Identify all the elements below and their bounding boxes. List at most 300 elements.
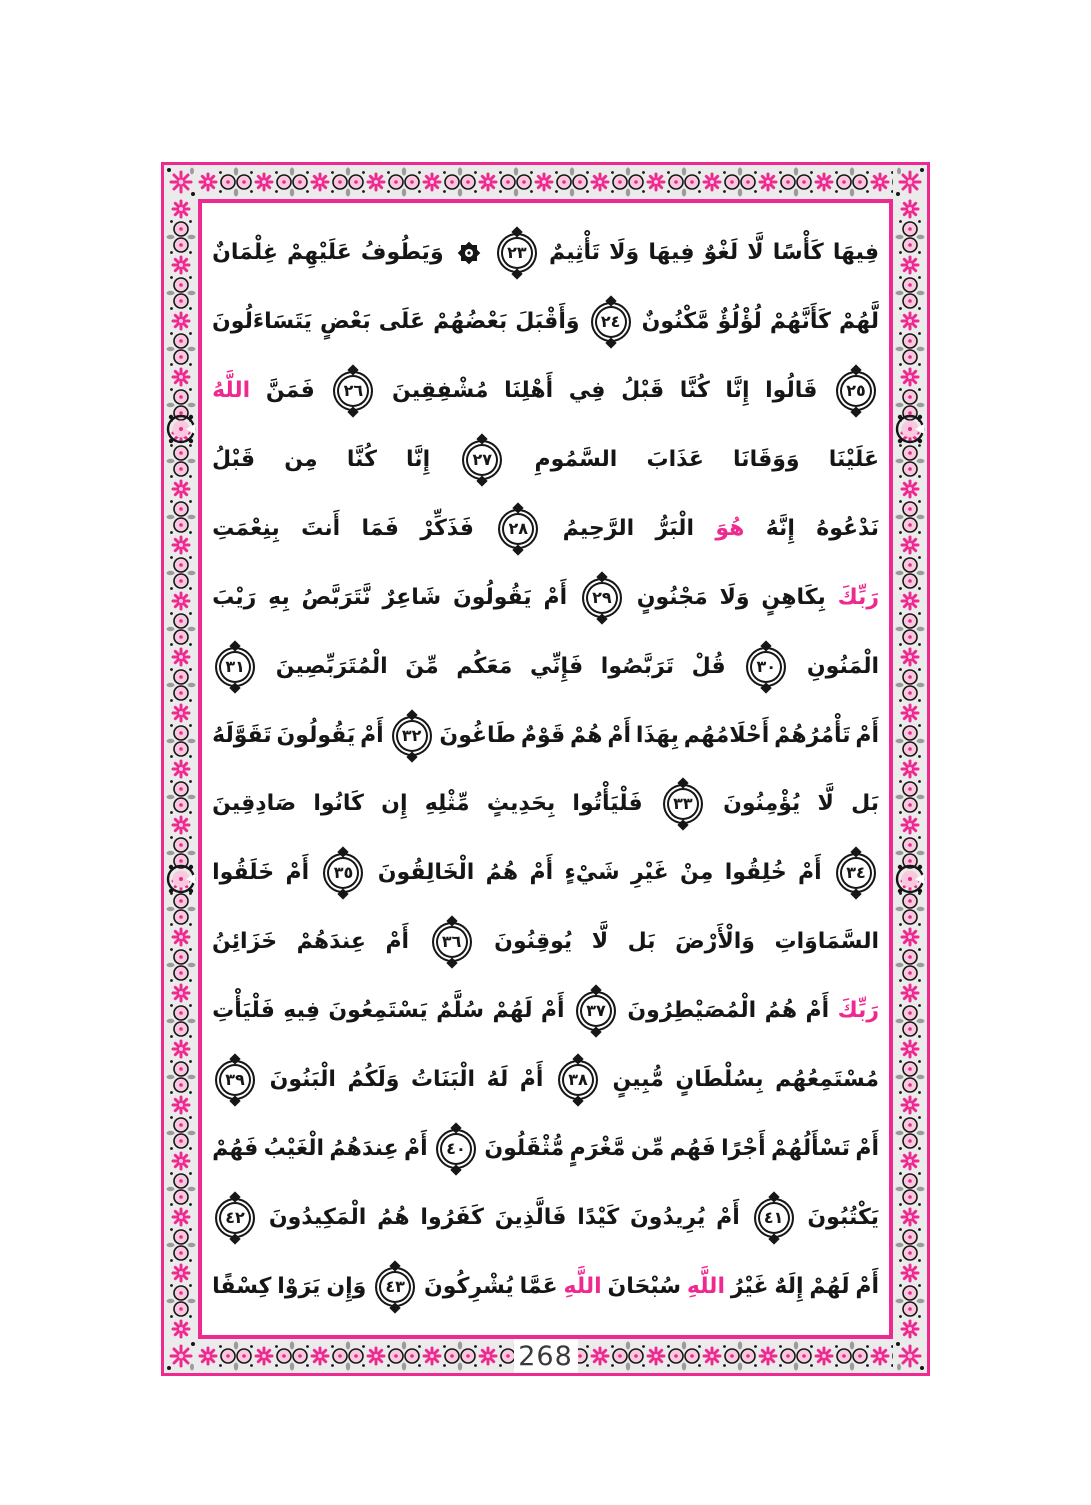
scroll-circle-arrow-marker-icon <box>166 859 196 899</box>
pink-flower-rosette-icon <box>902 481 918 497</box>
border-motif <box>646 167 702 197</box>
verse-number: ٣٢ <box>401 725 422 745</box>
pink-flower-rosette-icon <box>173 649 189 665</box>
pink-flower-rosette-icon <box>902 369 918 385</box>
border-motif <box>310 1341 366 1371</box>
quran-word: فَذَكِّرْ <box>420 515 474 541</box>
floral-scroll-corner-icon <box>893 165 927 199</box>
quran-word: أَمْ <box>385 929 410 955</box>
verse-number-medallion <box>591 302 631 342</box>
quran-word: نَدْعُوهُ <box>816 515 879 541</box>
ornament-border-top <box>198 165 893 199</box>
ornament-border-right <box>893 199 927 1339</box>
quran-word: تَأْمُرُهُمْ <box>774 722 851 748</box>
scroll-circle-arrow-marker-icon <box>166 409 196 449</box>
pink-flower-rosette-icon <box>872 1348 888 1364</box>
quran-word: فَإِنِّي <box>530 653 584 679</box>
quran-word: كِسْفًا <box>212 1273 272 1299</box>
pink-flower-rosette-icon <box>173 537 189 553</box>
quran-word: عِندَهُمْ <box>296 929 366 955</box>
quran-word: مُّثْقَلُونَ <box>484 1135 565 1161</box>
pink-flower-rosette-icon <box>256 174 272 190</box>
quran-word: كَأْسًا <box>772 240 824 266</box>
quran-word: إِنَّا <box>725 378 750 404</box>
margin-marker-left <box>164 409 198 449</box>
quran-word: وَلَا <box>719 584 750 610</box>
quran-word: عَلَى <box>378 309 426 335</box>
quran-word: عَمَّا <box>519 1273 558 1299</box>
quran-word: إِن <box>381 791 408 817</box>
quran-word: مِّنَ <box>405 653 439 679</box>
quran-word: أَمْ <box>805 998 830 1024</box>
verse-number: ٢٦ <box>343 381 364 401</box>
border-motif <box>198 167 254 197</box>
quran-word: أَجْرًا <box>721 1135 766 1161</box>
quran-word: مِّثْلِهِ <box>424 791 470 817</box>
quran-word: عَذَابَ <box>646 447 704 473</box>
quran-word: فَلْيَأْتُوا <box>572 791 643 817</box>
pink-flower-rosette-icon <box>760 174 776 190</box>
quran-word: بِكَاهِنٍ <box>761 584 826 610</box>
quran-word: وَالْأَرْضَ <box>675 929 755 955</box>
border-motif <box>895 1095 925 1151</box>
quran-word: أَمْ <box>540 998 565 1024</box>
border-motif <box>422 1341 478 1371</box>
border-motif <box>166 759 196 815</box>
quran-word: أَمْ <box>855 1135 879 1161</box>
border-motif <box>895 703 925 759</box>
scroll-circle-arrow-marker-icon <box>895 409 925 449</box>
border-motif <box>702 1341 758 1371</box>
border-motif <box>814 167 870 197</box>
verse-number: ٣٥ <box>333 863 354 883</box>
border-motif <box>895 759 925 815</box>
quran-word: يُؤْمِنُونَ <box>723 791 801 817</box>
verse-number-medallion <box>323 853 363 893</box>
pink-flower-rosette-icon <box>173 929 189 945</box>
quran-word: فَالَّذِينَ <box>494 1204 567 1230</box>
pink-flower-rosette-icon <box>368 1348 384 1364</box>
quran-word: عِندَهُمُ <box>329 1135 399 1161</box>
quran-text-area <box>198 199 893 1339</box>
quran-word: الْخَالِقُونَ <box>377 860 475 886</box>
margin-marker-right <box>893 859 927 899</box>
quran-word: لَّهُمْ <box>838 309 879 335</box>
quran-word: كَانُوا <box>313 791 364 817</box>
border-motif <box>895 535 925 591</box>
quran-word: مُّبِينٍ <box>612 1066 664 1092</box>
quran-word: لَغْوٌ <box>703 240 739 266</box>
quran-word: يَكْتُبُونَ <box>807 1204 879 1230</box>
pink-flower-rosette-icon <box>536 174 552 190</box>
quran-word: عَلَيْنَا <box>828 447 879 473</box>
verse-number-medallion <box>663 784 703 824</box>
quran-word: كَفَرُوا <box>420 1204 484 1230</box>
quran-word: الْمُتَرَبِّصِينَ <box>275 653 388 679</box>
verse-number-medallion <box>754 1198 794 1238</box>
border-motif <box>166 535 196 591</box>
quran-word: يَسْتَمِعُونَ <box>328 998 428 1024</box>
pink-flower-rosette-icon <box>902 313 918 329</box>
quran-word: وَيَطُوفُ <box>360 240 444 266</box>
quran-word: الْبَنُونَ <box>269 1066 336 1092</box>
pink-flower-rosette-icon <box>173 257 189 273</box>
hizb-marker-icon <box>457 241 481 265</box>
quran-word: السَّمُومِ <box>534 447 618 473</box>
quran-word: لَهُ <box>486 1066 509 1092</box>
quran-word: أَمْ <box>855 1273 879 1299</box>
quran-word: فَهُمْ <box>212 1135 259 1161</box>
border-motif <box>646 1341 702 1371</box>
pink-flower-rosette-icon <box>902 201 918 217</box>
border-motif <box>895 1039 925 1095</box>
quran-word: كَأَنَّهُمْ <box>769 309 831 335</box>
quran-word: بَعْضُهُمْ <box>433 309 508 335</box>
verse-number-medallion <box>558 1060 598 1100</box>
quran-word: هُمُ <box>377 1204 410 1230</box>
quran-word: غَيْرِ <box>630 860 669 886</box>
quran-word: يُشْرِكُونَ <box>424 1273 514 1299</box>
quran-word: وَإِن <box>326 1273 367 1299</box>
quran-word: أَمْ <box>716 1204 740 1230</box>
border-motif <box>166 1207 196 1263</box>
quran-word: أَمْ <box>798 860 822 886</box>
quran-word: كَيْدًا <box>577 1204 620 1230</box>
pink-flower-rosette-icon <box>173 369 189 385</box>
border-motif <box>590 167 646 197</box>
border-motif <box>166 927 196 983</box>
border-motif <box>590 1341 646 1371</box>
verse-number-medallion <box>498 509 538 549</box>
quran-word: لَّا <box>591 929 609 955</box>
quran-word: أَحْلَامُهُم <box>683 722 770 748</box>
quran-word: الْمَنُونِ <box>806 653 879 679</box>
verse-number-medallion <box>746 647 786 687</box>
quran-line <box>212 288 879 357</box>
border-motif <box>166 199 196 255</box>
border-motif <box>895 311 925 367</box>
border-motif <box>166 1263 196 1319</box>
quran-word: أَمْ <box>403 1135 428 1161</box>
border-motif <box>895 927 925 983</box>
pink-flower-rosette-icon <box>173 593 189 609</box>
verse-number-medallion <box>582 578 622 618</box>
quran-word: تَأْثِيمٌ <box>549 240 601 266</box>
verse-number: ٢٤ <box>600 312 621 332</box>
quran-word: تَرَبَّصُوا <box>600 653 675 679</box>
quran-word: مِّن <box>630 1135 665 1161</box>
quran-word: الْمُصَيْطِرُونَ <box>627 998 757 1024</box>
quran-word: وَوَقَانَا <box>733 447 800 473</box>
divine-name-highlight: رَبِّكَ <box>837 584 879 610</box>
quran-word: يَتَسَاءَلُونَ <box>212 309 312 335</box>
quran-word: مَعَكُم <box>456 653 513 679</box>
quran-word: غِلْمَانٌ <box>212 240 278 266</box>
border-motif <box>814 1341 870 1371</box>
pink-flower-rosette-icon <box>816 174 832 190</box>
border-motif <box>166 479 196 535</box>
border-motif <box>758 167 814 197</box>
border-motif <box>166 1039 196 1095</box>
quran-word: يَقُولُونَ <box>452 584 532 610</box>
verse-number-medallion <box>497 233 537 273</box>
verse-number: ٢٧ <box>472 450 493 470</box>
quran-word: طَاغُونَ <box>439 722 517 748</box>
quran-word: لَهُمْ <box>492 998 533 1024</box>
border-motif <box>895 1151 925 1207</box>
quran-word: وَلَكُمُ <box>347 1066 400 1092</box>
pink-flower-rosette-icon <box>704 174 720 190</box>
verse-number: ٣١ <box>225 656 245 676</box>
quran-word: الْغَيْبُ <box>263 1135 325 1161</box>
quran-word: أَمْ <box>543 584 568 610</box>
divine-name-highlight: اللَّهُ <box>212 378 251 404</box>
quran-word: الْبَرُّ <box>655 515 694 541</box>
pink-flower-rosette-icon <box>173 761 189 777</box>
quran-word: عَلَيْهِمْ <box>287 240 352 266</box>
verse-number: ٤١ <box>763 1207 784 1227</box>
ornament-border-left <box>164 199 198 1339</box>
border-motif <box>254 1341 310 1371</box>
pink-flower-rosette-icon <box>902 1153 918 1169</box>
pink-flower-rosette-icon <box>902 817 918 833</box>
verse-number-medallion <box>215 1060 255 1100</box>
verse-number: ٣٣ <box>673 794 693 814</box>
border-motif <box>366 1341 422 1371</box>
quran-word: تَقَوَّلَهُ <box>212 722 272 748</box>
quran-word: أَمْ <box>855 722 879 748</box>
pink-flower-rosette-icon <box>902 705 918 721</box>
quran-line <box>212 495 879 564</box>
pink-flower-rosette-icon <box>902 985 918 1001</box>
margin-marker-right <box>893 409 927 449</box>
border-motif <box>895 199 925 255</box>
pink-flower-rosette-icon <box>424 174 440 190</box>
quran-word: غَيْرُ <box>730 1273 769 1299</box>
verse-number: ٣٤ <box>846 863 866 883</box>
border-motif <box>895 479 925 535</box>
pink-flower-rosette-icon <box>173 1265 189 1281</box>
quran-word: أَمْ <box>607 722 632 748</box>
verse-number: ٤٣ <box>385 1276 405 1296</box>
border-motif <box>478 167 534 197</box>
quran-word: فَمَنَّ <box>265 378 315 404</box>
pink-flower-rosette-icon <box>173 201 189 217</box>
verse-number-medallion <box>576 991 616 1031</box>
quran-line <box>212 426 879 495</box>
pink-flower-rosette-icon <box>902 257 918 273</box>
quran-line <box>212 357 879 426</box>
pink-flower-rosette-icon <box>902 761 918 777</box>
divine-name-highlight: رَبِّكَ <box>837 998 879 1024</box>
pink-flower-rosette-icon <box>760 1348 776 1364</box>
quran-word: وَأَقْبَلَ <box>515 309 580 335</box>
quran-word: قَبْلُ <box>621 378 665 404</box>
quran-word: إِلَهٌ <box>774 1273 804 1299</box>
quran-word: هُمُ <box>764 998 798 1024</box>
quran-word: يُرِيدُونَ <box>630 1204 706 1230</box>
pink-flower-rosette-icon <box>173 817 189 833</box>
pink-flower-rosette-icon <box>592 174 608 190</box>
pink-flower-rosette-icon <box>872 174 888 190</box>
quran-word: فَهُم <box>669 1135 716 1161</box>
divine-name-highlight: اللَّهِ <box>686 1273 725 1299</box>
pink-flower-rosette-icon <box>312 1348 328 1364</box>
quran-word: بَل <box>627 929 656 955</box>
border-motif <box>198 1341 254 1371</box>
page-number-box <box>514 1339 578 1373</box>
corner-ornament <box>164 165 198 199</box>
quran-word: قُلْ <box>691 653 726 679</box>
corner-ornament <box>164 1339 198 1373</box>
quran-word: مُسْتَمِعُهُم <box>775 1066 879 1092</box>
border-motif <box>895 255 925 311</box>
border-motif <box>895 1263 925 1319</box>
quran-word: الرَّحِيمُ <box>562 515 635 541</box>
quran-word: بِنِعْمَتِ <box>212 515 280 541</box>
quran-word: نَّتَرَبَّصُ <box>301 584 371 610</box>
pink-flower-rosette-icon <box>648 174 664 190</box>
border-motif <box>895 591 925 647</box>
quran-word: لَّا <box>817 791 834 817</box>
border-motif <box>870 167 893 197</box>
divine-name-highlight: هُوَ <box>715 515 745 541</box>
verse-number: ٤٠ <box>446 1138 466 1158</box>
quran-word: فِيهِ <box>283 998 320 1024</box>
verse-number-medallion <box>432 922 472 962</box>
page-number: 268 <box>518 1340 573 1372</box>
quran-word: بَل <box>851 791 879 817</box>
quran-word: لَهُمْ <box>809 1273 850 1299</box>
quran-word: إِنَّهُ <box>765 515 795 541</box>
quran-line <box>212 839 879 908</box>
border-motif <box>254 167 310 197</box>
verse-number-medallion <box>215 1198 255 1238</box>
quran-word: يَقُولُونَ <box>276 722 356 748</box>
border-motif <box>166 703 196 759</box>
quran-word: مِن <box>284 447 318 473</box>
quran-word: إِنَّا <box>406 447 431 473</box>
border-motif <box>870 1341 893 1371</box>
pink-flower-rosette-icon <box>173 313 189 329</box>
quran-word: بِسُلْطَانٍ <box>675 1066 764 1092</box>
quran-line <box>212 770 879 839</box>
pink-flower-rosette-icon <box>902 649 918 665</box>
pink-flower-rosette-icon <box>592 1348 608 1364</box>
border-motif <box>895 647 925 703</box>
quran-line <box>212 1114 879 1183</box>
verse-number: ٢٣ <box>507 243 527 263</box>
pink-flower-rosette-icon <box>902 1097 918 1113</box>
pink-flower-rosette-icon <box>173 705 189 721</box>
quran-word: مِنْ <box>679 860 714 886</box>
quran-word: فِيهَا <box>832 240 879 266</box>
quran-word: قَالُوا <box>765 378 818 404</box>
pink-flower-rosette-icon <box>902 1321 918 1337</box>
floral-scroll-corner-icon <box>164 165 198 199</box>
quran-word: أَهْلِنَا <box>504 378 554 404</box>
border-motif <box>895 983 925 1039</box>
border-motif <box>166 1151 196 1207</box>
pink-flower-rosette-icon <box>173 1041 189 1057</box>
verse-number: ٤٢ <box>225 1207 245 1227</box>
quran-word: أَمْ <box>529 860 554 886</box>
quran-line <box>212 1046 879 1115</box>
quran-line <box>212 1183 879 1252</box>
pink-flower-rosette-icon <box>200 1348 216 1364</box>
quran-word: بِحَدِيثٍ <box>486 791 556 817</box>
pink-flower-rosette-icon <box>173 481 189 497</box>
quran-word: لَّا <box>747 240 764 266</box>
pink-flower-rosette-icon <box>648 1348 664 1364</box>
border-motif <box>702 167 758 197</box>
quran-word: الْمَكِيدُونَ <box>268 1204 367 1230</box>
quran-word: السَّمَاوَاتِ <box>774 929 879 955</box>
verse-number: ٣٦ <box>441 932 462 952</box>
verse-number-medallion <box>462 440 502 480</box>
border-motif <box>895 1319 925 1339</box>
quran-word: لُؤْلُؤٌ <box>717 309 762 335</box>
pink-flower-rosette-icon <box>368 174 384 190</box>
pink-flower-rosette-icon <box>173 1153 189 1169</box>
verse-number-medallion <box>215 647 255 687</box>
floral-scroll-corner-icon <box>893 1339 927 1373</box>
quran-word: أَمْ <box>519 1066 544 1092</box>
border-motif <box>166 647 196 703</box>
pink-flower-rosette-icon <box>902 1265 918 1281</box>
verse-number: ٢٥ <box>846 381 866 401</box>
quran-word: هُمْ <box>570 722 603 748</box>
border-motif <box>310 167 366 197</box>
verse-number: ٣٠ <box>756 656 777 676</box>
quran-word: خَزَائِنُ <box>212 929 278 955</box>
verse-number-medallion <box>392 716 432 756</box>
quran-word: قَوْمٌ <box>520 722 566 748</box>
quran-word: الْبَنَاتُ <box>410 1066 476 1092</box>
quran-word: مَّكْنُونٌ <box>641 309 710 335</box>
quran-word: خَلَقُوا <box>212 860 275 886</box>
quran-word: هُمُ <box>485 860 519 886</box>
quran-word: أَمْ <box>360 722 384 748</box>
pink-flower-rosette-icon <box>173 1321 189 1337</box>
quran-line <box>212 563 879 632</box>
scroll-circle-arrow-marker-icon <box>895 859 925 899</box>
border-motif <box>166 311 196 367</box>
border-motif <box>366 167 422 197</box>
quran-word: يَرَوْا <box>277 1273 321 1299</box>
pink-flower-rosette-icon <box>312 174 328 190</box>
verse-number-medallion <box>375 1267 415 1307</box>
border-motif <box>166 1319 196 1339</box>
divine-name-highlight: اللَّهِ <box>563 1273 602 1299</box>
verse-number: ٣٨ <box>568 1069 588 1089</box>
quran-line <box>212 701 879 770</box>
quran-line <box>212 977 879 1046</box>
pink-flower-rosette-icon <box>256 1348 272 1364</box>
corner-ornament <box>893 1339 927 1373</box>
border-motif <box>166 255 196 311</box>
verse-number: ٢٩ <box>592 587 612 607</box>
quran-word: أَنتَ <box>301 515 341 541</box>
quran-word: فَمَا <box>361 515 399 541</box>
quran-word: تَسْأَلُهُمْ <box>771 1135 850 1161</box>
quran-word: بِهِ <box>268 584 290 610</box>
quran-word: شَاعِرٌ <box>382 584 442 610</box>
quran-word: فِي <box>568 378 606 404</box>
verse-number-medallion <box>333 371 373 411</box>
quran-word: سُلَّمٌ <box>436 998 485 1024</box>
quran-word: رَيْبَ <box>212 584 257 610</box>
